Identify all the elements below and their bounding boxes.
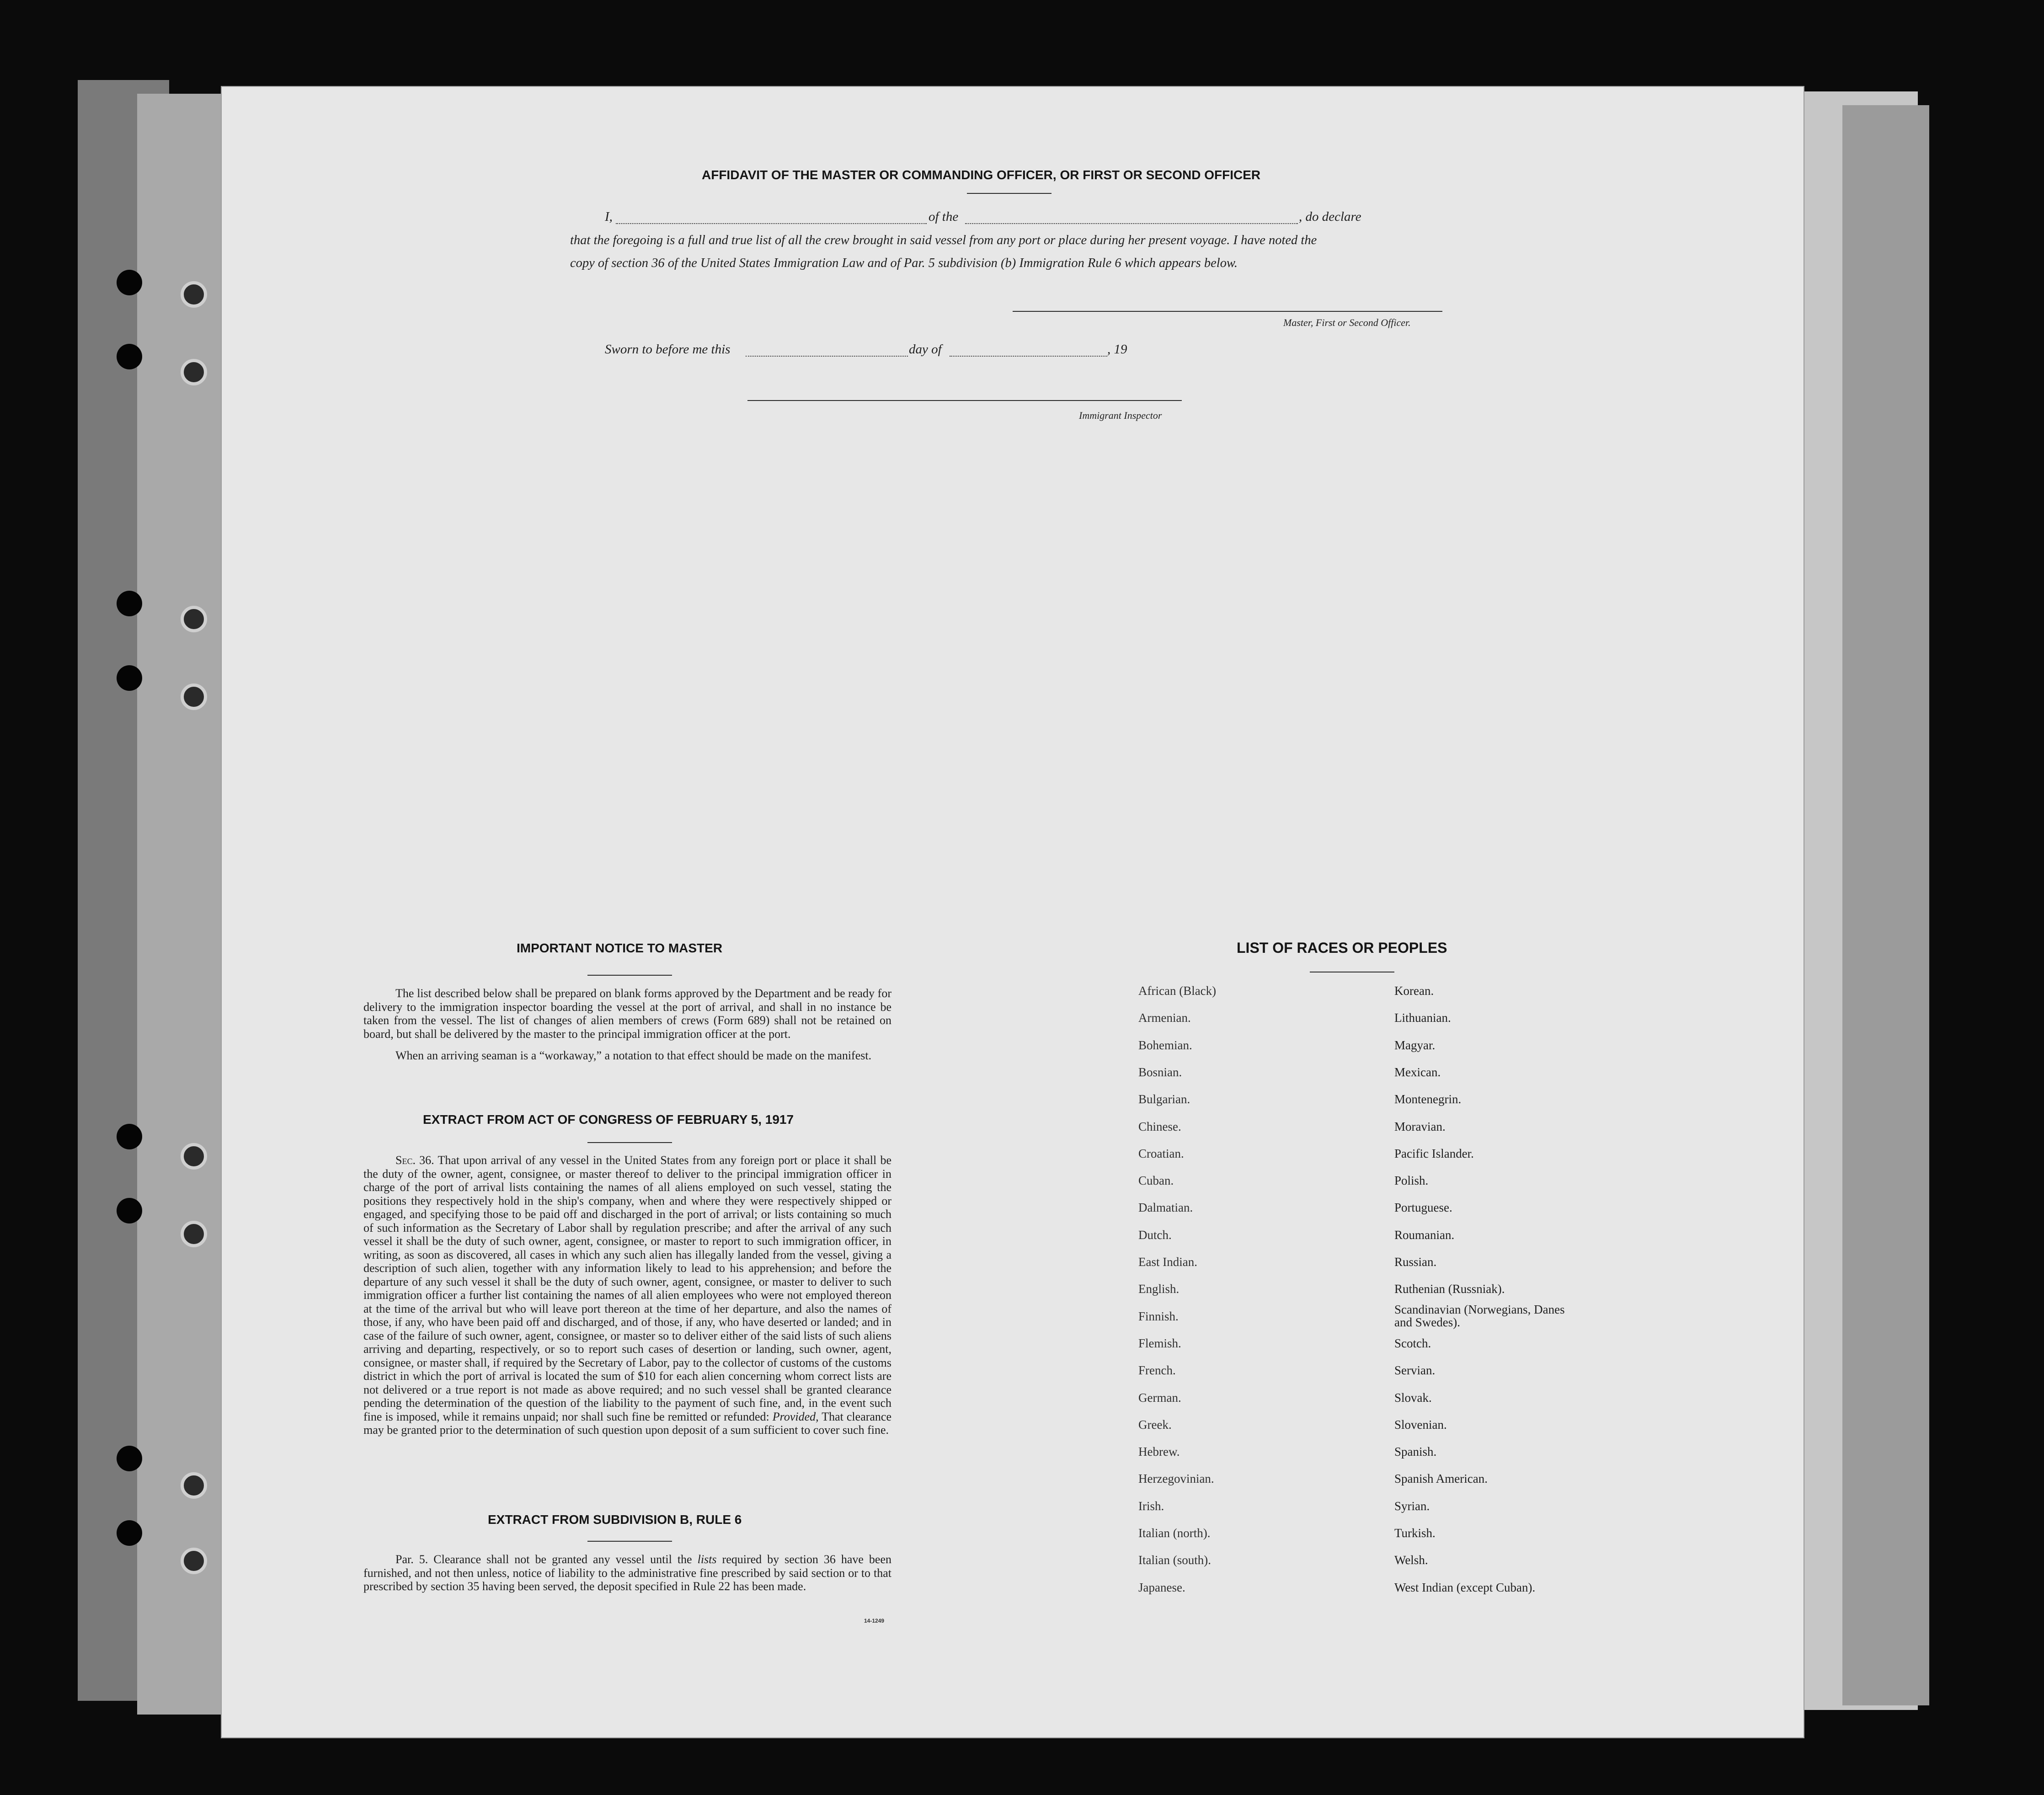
binder-hole [117,665,142,691]
race-item: Irish. [1138,1499,1164,1513]
race-item: Korean. [1394,984,1434,998]
extract-act-body: Sec. 36. That upon arrival of any vessel in the United States from any foreign port or place it shall be the duty of the owner, agent, consignee, or master thereof to deliver to the principal immigration officer in charge of the port of arrival lists containing the names of all aliens employed on such vessel, stating the positions they respectively hold in the ship's company, when and where they were respectively shipped or engaged, and specifying those to be paid off and discharged in the port of arrival; or lists containing so much of such information as the Secretary of Labor shall by regulation prescribe; and after the arrival of any such vessel it shall be the duty of such owner, agent, consignee, or master to report to such immigration officer, in writing, as soon as discovered, all cases in which any such alien has illegally landed from the vessel, giving a description of such alien, together with any information likely to lead to his apprehension; and before the departure of any such vessel it shall be the duty of such owner, agent, consignee, or master to deliver to such immigration officer a further list containing the names of all alien employees who were not employed thereon at the time of the arrival but who will leave port thereon at the time of her departure, and also the names of those, if any, who have been paid off and discharged, and of those, if any, who have deserted or landed; and in case of the failure of such owner, agent, consignee, or master so to deliver either of the said lists of such aliens arriving and departing, respectively, or so to report such cases of desertion or landing, such owner, agent, consignee, or master shall, if required by the Secretary of Labor, pay to the collector of customs of the customs district in which the port of arrival is located the sum of $10 for each alien concerning whom correct lists are not delivered or a true report is not made as above required; and no such vessel shall be granted clearance pending the determination of the question of the liability to the payment of such fine, and, in the event such fine is imposed, while it remains unpaid; nor shall such fine be remitted or refunded: Provided, That clearance may be granted prior to the determination of such question upon deposit of a sum sufficient to cover such fine. [363,1154,892,1437]
race-item: Servian. [1394,1363,1436,1378]
race-item: Italian (south). [1138,1553,1211,1567]
notice-paragraph-1: The list described below shall be prepared on blank forms approved by the Department and be ready for delivery to the immigration inspector boarding the vessel at the port of arrival, and shall in no instance be taken from the vessel. The list of changes of alien members of crews (Form 689) shall not be retained on board, but shall be delivered by the master to the principal immigration officer at the port. [363,987,891,1041]
punch-ring [181,1472,207,1499]
race-item: African (Black) [1138,984,1217,998]
race-item: Cuban. [1138,1174,1174,1188]
signature-line[interactable] [1013,311,1442,312]
extract-act-title: EXTRACT FROM ACT OF CONGRESS OF FEBRUARY 5, 1917 [423,1112,794,1127]
notice-title-rule [587,975,672,976]
race-item: Mexican. [1394,1065,1441,1079]
punch-ring [181,281,207,308]
race-item: Dalmatian. [1138,1201,1193,1215]
affidavit-line-3: copy of section 36 of the United States Immigration Law and of Par. 5 subdivision (b) Immigration Rule 6 which appears below. [570,256,1238,270]
extract-act-title-rule [587,1142,672,1143]
affidavit-title-rule [967,193,1051,194]
race-item: Bohemian. [1138,1038,1192,1052]
race-item: Herzegovinian. [1138,1472,1214,1486]
inspector-signature-line[interactable] [747,400,1182,401]
binder-hole [117,591,142,616]
race-item: Scotch. [1394,1336,1431,1350]
race-item: Bosnian. [1138,1065,1182,1079]
punch-ring [181,1143,207,1170]
race-item: Croatian. [1138,1146,1184,1160]
race-item: Montenegrin. [1394,1092,1462,1106]
signature-label: Master, First or Second Officer. [1283,317,1411,328]
race-item: Japanese. [1138,1580,1185,1594]
race-item: West Indian (except Cuban). [1394,1580,1536,1594]
binder-hole [117,270,142,295]
sworn-day-field[interactable] [746,356,908,357]
affidavit-title: AFFIDAVIT OF THE MASTER OR COMMANDING OFFICER, OR FIRST OR SECOND OFFICER [702,168,1261,182]
race-item: Hebrew. [1138,1445,1180,1459]
day-of-label: day of [909,342,942,357]
race-item: Russian. [1394,1255,1437,1269]
race-item: Portuguese. [1394,1201,1452,1215]
race-item: Slovak. [1394,1390,1432,1405]
punch-ring [181,606,207,632]
race-item: Turkish. [1394,1526,1436,1540]
sworn-month-field[interactable] [950,356,1107,357]
race-item: Moravian. [1394,1119,1446,1133]
race-item: Bulgarian. [1138,1092,1190,1106]
race-item: Roumanian. [1394,1228,1455,1242]
document-page [222,87,1804,1737]
race-item: English. [1138,1282,1179,1296]
race-item: Flemish. [1138,1336,1181,1350]
backing-sheet-far-right [1842,105,1929,1705]
punch-ring [181,1221,207,1247]
race-item: Slovenian. [1394,1417,1447,1432]
race-item: Spanish American. [1394,1472,1488,1486]
sworn-label: Sworn to before me this [605,342,731,357]
race-item: German. [1138,1390,1181,1405]
extract-rule-title: EXTRACT FROM SUBDIVISION B, RULE 6 [488,1512,742,1527]
do-declare-label: , do declare [1299,209,1361,224]
extract-rule-title-rule [587,1541,672,1542]
races-title: LIST OF RACES OR PEOPLES [1237,940,1447,956]
race-item: Armenian. [1138,1011,1191,1025]
declarant-name-field[interactable] [616,223,927,224]
binder-hole [117,344,142,369]
punch-ring [181,1548,207,1574]
race-item: Dutch. [1138,1228,1172,1242]
race-item: Pacific Islander. [1394,1146,1474,1160]
race-item: Italian (north). [1138,1526,1211,1540]
race-item: Scandinavian (Norwegians, Danes and Swedes). [1394,1302,1565,1329]
notice-title: IMPORTANT NOTICE TO MASTER [517,941,723,955]
race-item: Syrian. [1394,1499,1430,1513]
binder-hole [117,1520,142,1546]
race-item: Finnish. [1138,1309,1179,1323]
race-item: Welsh. [1394,1553,1428,1567]
race-item: Greek. [1138,1417,1172,1432]
race-item: East Indian. [1138,1255,1197,1269]
race-item: Chinese. [1138,1119,1181,1133]
race-item: Polish. [1394,1174,1429,1188]
race-item: French. [1138,1363,1176,1378]
race-item: Lithuanian. [1394,1011,1451,1025]
punch-ring [181,684,207,710]
year-label: , 19 [1107,342,1127,357]
form-number: 14-1249 [864,1618,885,1624]
binder-hole [117,1124,142,1149]
binder-hole [117,1446,142,1471]
race-item: Magyar. [1394,1038,1436,1052]
punch-ring [181,359,207,385]
race-item: Spanish. [1394,1445,1437,1459]
of-the-label: of the [929,209,959,224]
binder-hole [117,1198,142,1223]
extract-rule-body: Par. 5. Clearance shall not be granted any vessel until the lists required by section 36 have been furnished, and not then unless, notice of liability to the administrative fine prescribed by said section or to that prescribed by section 35 having been served, the deposit specified in Rule 22 has been made. [363,1553,892,1593]
affidavit-line-2: that the foregoing is a full and true list of all the crew brought in said vessel from any port or place during her present voyage. I have noted the [570,233,1317,247]
inspector-label: Immigrant Inspector [1079,410,1162,421]
declarant-prefix: I, [605,209,613,224]
notice-paragraph-2: When an arriving seaman is a “workaway,” a notation to that effect should be made on the manifest. [395,1049,872,1062]
vessel-name-field[interactable] [965,223,1298,224]
race-item: Ruthenian (Russniak). [1394,1282,1505,1296]
